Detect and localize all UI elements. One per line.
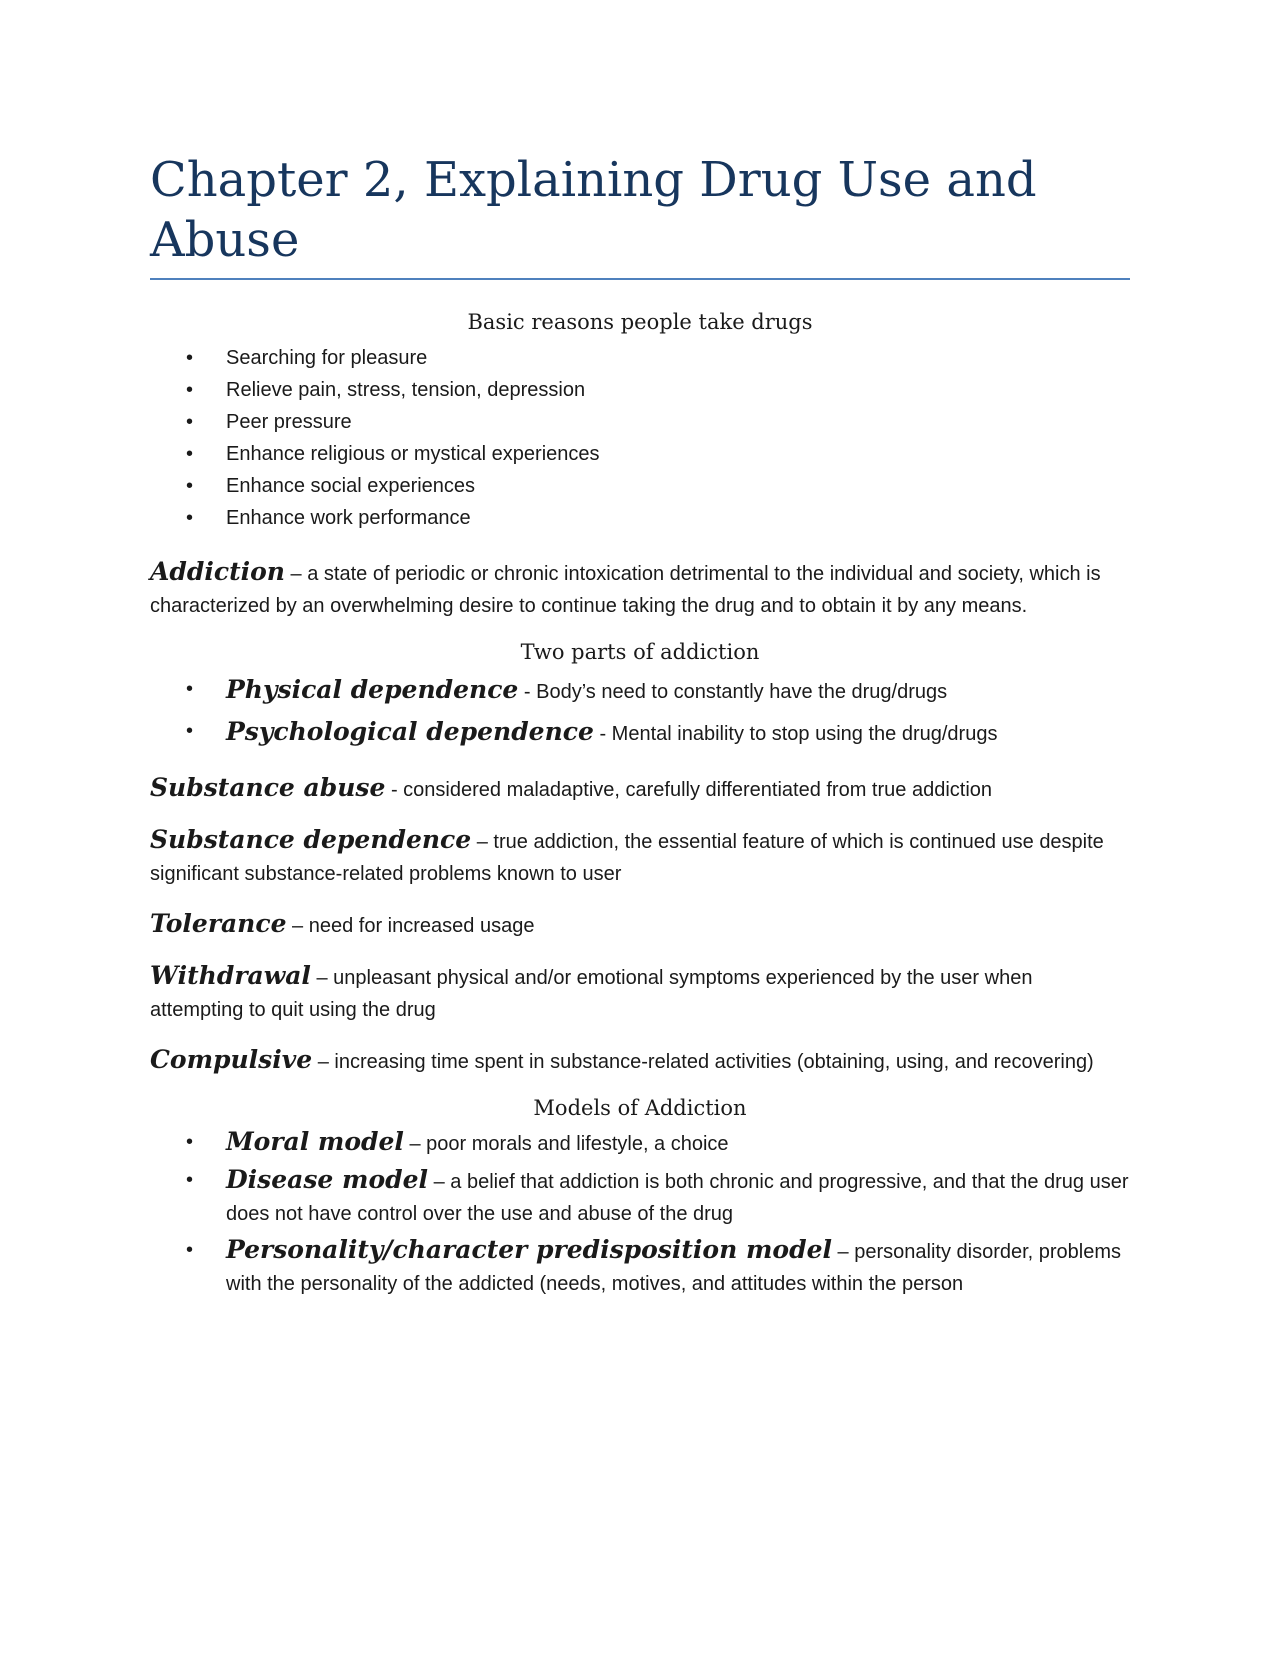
list-item bbox=[150, 1164, 1130, 1230]
definition-term: Disease model bbox=[226, 1165, 429, 1194]
definition-text: - Body’s need to constantly have the drug/drugs bbox=[518, 681, 948, 703]
list-item bbox=[150, 712, 1130, 754]
bullet-icon: • bbox=[186, 1169, 194, 1191]
reason-text: Peer pressure bbox=[226, 411, 352, 433]
definition-text: – personality disorder, problems with the personality of the addicted (needs, motives, and attitudes within the person bbox=[226, 1241, 1122, 1295]
bullet-icon: • bbox=[186, 720, 194, 742]
definition-text: – increasing time spent in substance-related activities (obtaining, using, and recovering) bbox=[312, 1051, 1094, 1073]
two-parts-list bbox=[150, 670, 1130, 754]
list-item bbox=[150, 670, 1130, 712]
definition-text: – a state of periodic or chronic intoxication detrimental to the individual and society, which is characterized by an overwhelming desire to continue taking the drug and to obtain it by any means. bbox=[150, 563, 1101, 617]
definition-text: – need for increased usage bbox=[286, 915, 535, 937]
definition-term: Compulsive bbox=[150, 1045, 313, 1074]
definition-text: – poor morals and lifestyle, a choice bbox=[403, 1133, 729, 1155]
models-heading: Models of Addiction bbox=[533, 1096, 747, 1120]
bullet-icon: • bbox=[186, 1131, 194, 1153]
definition-term: Tolerance bbox=[150, 909, 287, 938]
list-item bbox=[150, 1234, 1130, 1300]
tolerance-definition bbox=[150, 908, 1130, 942]
bullet-icon: • bbox=[186, 411, 194, 433]
bullet-icon: • bbox=[186, 379, 194, 401]
definition-term: Personality/character predisposition model bbox=[226, 1235, 832, 1264]
bullet-icon: • bbox=[186, 507, 194, 529]
definition-term: Moral model bbox=[226, 1127, 404, 1156]
two-parts-heading: Two parts of addiction bbox=[520, 640, 760, 664]
document-page bbox=[150, 150, 1130, 1300]
list-item bbox=[150, 342, 1130, 374]
bullet-icon: • bbox=[186, 678, 194, 700]
definition-term: Withdrawal bbox=[150, 961, 311, 990]
substance-dependence-definition bbox=[150, 824, 1130, 890]
list-item bbox=[150, 406, 1130, 438]
list-item bbox=[150, 470, 1130, 502]
document-title: Chapter 2, Explaining Drug Use and Abuse bbox=[150, 150, 1130, 280]
definition-text: – unpleasant physical and/or emotional symptoms experienced by the user when attempting to quit using the drug bbox=[150, 967, 1033, 1021]
definition-term: Substance dependence bbox=[150, 825, 472, 854]
definition-text: – a belief that addiction is both chronic and progressive, and that the drug user does not have control over the use and abuse of the drug bbox=[226, 1171, 1129, 1225]
compulsive-definition bbox=[150, 1044, 1130, 1078]
bullet-icon: • bbox=[186, 475, 194, 497]
addiction-definition bbox=[150, 556, 1130, 622]
bullet-icon: • bbox=[186, 1239, 194, 1261]
reason-text: Enhance work performance bbox=[226, 507, 471, 529]
reason-text: Enhance social experiences bbox=[226, 475, 476, 497]
definition-term: Substance abuse bbox=[150, 773, 386, 802]
list-item bbox=[150, 374, 1130, 406]
reason-text: Relieve pain, stress, tension, depression bbox=[226, 379, 586, 401]
definition-term: Addiction bbox=[150, 557, 285, 586]
definition-text: - considered maladaptive, carefully differentiated from true addiction bbox=[385, 779, 993, 801]
list-item bbox=[150, 502, 1130, 534]
list-item bbox=[150, 438, 1130, 470]
definition-term: Physical dependence bbox=[226, 675, 519, 704]
definition-text: - Mental inability to stop using the drug/drugs bbox=[593, 723, 998, 745]
models-list bbox=[150, 1126, 1130, 1300]
list-item bbox=[150, 1126, 1130, 1160]
reasons-list bbox=[150, 342, 1130, 534]
reason-text: Searching for pleasure bbox=[226, 347, 428, 369]
bullet-icon: • bbox=[186, 443, 194, 465]
withdrawal-definition bbox=[150, 960, 1130, 1026]
reason-text: Enhance religious or mystical experiences bbox=[226, 443, 600, 465]
reasons-heading: Basic reasons people take drugs bbox=[467, 310, 813, 334]
bullet-icon: • bbox=[186, 347, 194, 369]
definition-term: Psychological dependence bbox=[226, 717, 594, 746]
substance-abuse-definition bbox=[150, 772, 1130, 806]
definition-text: – true addiction, the essential feature of which is continued use despite significant substance-related problems known to user bbox=[150, 831, 1104, 885]
